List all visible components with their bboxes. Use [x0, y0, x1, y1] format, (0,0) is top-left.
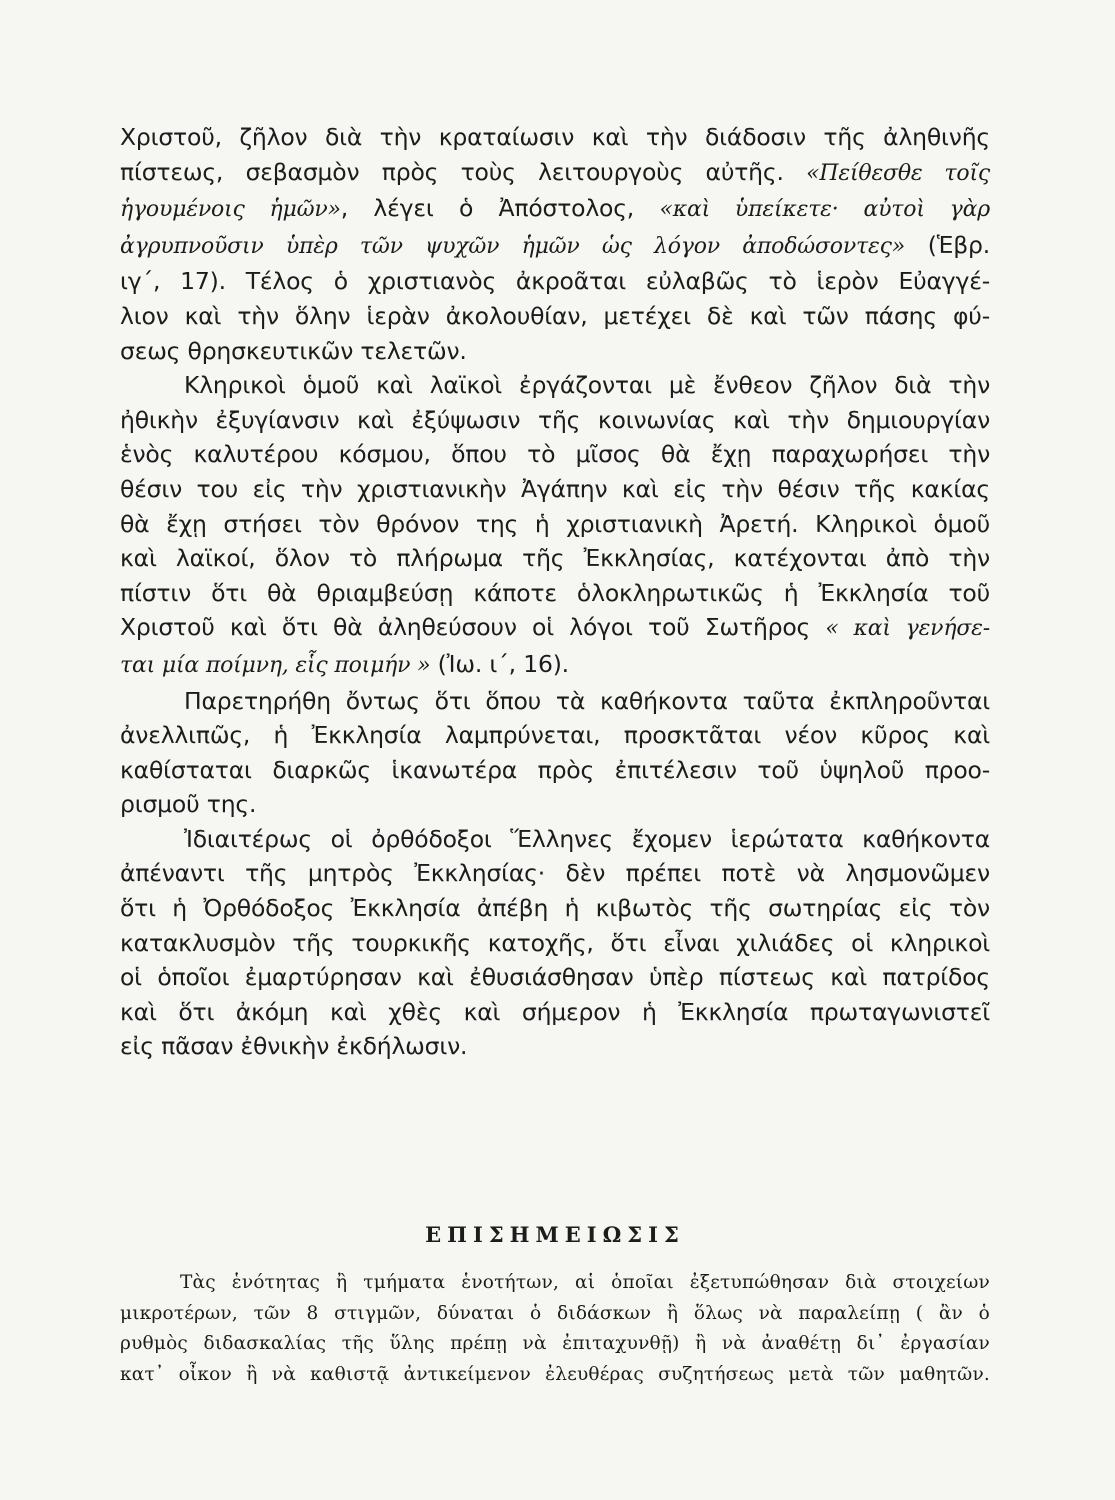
body-line-6: λιον καὶ τὴν ὅλην ἱερὰν ἀκολουθίαν, μετέχει δὲ καὶ τῶν πάσης φύ- — [120, 301, 990, 330]
note-line-1: Τὰς ἑνότητας ἢ τμήματα ἑνοτήτων, αἱ ὁποῖαι ἐξετυπώθησαν διὰ στοιχείων — [180, 1272, 990, 1293]
body-line-9: ἠθικὴν ἐξυγίανσιν καὶ ἐξύψωσιν τῆς κοινωνίας καὶ τὴν δημιουργίαν — [120, 405, 990, 434]
body-line-5: ιγ΄, 17). Τέλος ὁ χριστιανὸς ἀκροᾶται εὐλαβῶς τὸ ἱερὸν Εὐαγγέ- — [120, 267, 990, 296]
body-line-25: οἱ ὁποῖοι ἐμαρτύρησαν καὶ ἐθυσιάσθησαν ὑπὲρ πίστεως καὶ πατρίδος — [120, 963, 990, 992]
body-line-21: Ἰδιαιτέρως οἱ ὀρθόδοξοι Ἕλληνες ἔχομεν ἱερώτατα καθήκοντα — [184, 824, 990, 853]
quote-italic: ἀγρυπνοῦσιν ὑπὲρ τῶν ψυχῶν ἡμῶν ὡς λόγον ἀποδώσοντες» — [120, 233, 905, 259]
body-line-12: θὰ ἔχῃ στήσει τὸν θρόνον της ἡ χριστιανικὴ Ἀρετή. Κληρικοὶ ὁμοῦ — [120, 509, 990, 538]
body-line-1: Χριστοῦ, ζῆλον διὰ τὴν κραταίωσιν καὶ τὴν διάδοσιν τῆς ἀληθινῆς — [120, 123, 990, 151]
body-line-7: σεως θρησκευτικῶν τελετῶν. — [120, 336, 467, 365]
body-line-11: θέσιν του εἰς τὴν χριστιανικὴν Ἀγάπην καὶ εἰς τὴν θέσιν τῆς κακίας — [120, 474, 990, 503]
body-line-17: Παρετηρήθη ὄντως ὅτι ὅπου τὰ καθήκοντα ταῦτα ἐκπληροῦνται — [184, 686, 990, 715]
body-line-10: ἑνὸς καλυτέρου κόσμου, ὅπου τὸ μῖσος θὰ ἔχῃ παραχωρήσει τὴν — [120, 440, 990, 469]
body-line-13: καὶ λαϊκοί, ὅλον τὸ πλήρωμα τῆς Ἐκκλησίας, κατέχονται ἀπὸ τὴν — [120, 544, 990, 573]
body-line-14: πίστιν ὅτι θὰ θριαμβεύσῃ κάποτε ὁλοκληρωτικῶς ἡ Ἐκκλησία τοῦ — [120, 578, 990, 607]
note-line-3: ρυθμὸς διδασκαλίας τῆς ὕλης πρέπῃ νὰ ἐπιταχυνθῇ) ἢ νὰ ἀναθέτῃ δι᾽ ἐργασίαν — [120, 1333, 990, 1354]
body-line-16: ται μία ποίμνη, εἷς ποιμήν » (Ἰω. ι΄, 16). — [120, 649, 569, 678]
note-line-2: μικροτέρων, τῶν 8 στιγμῶν, δύναται ὁ διδάσκων ἢ ὅλως νὰ παραλείπῃ ( ἂν ὁ — [120, 1302, 990, 1324]
note-line-4: κατ᾽ οἶκον ἢ νὰ καθιστᾷ ἀντικείμενον ἐλευθέρας συζητήσεως μετὰ τῶν μαθητῶν. — [120, 1363, 990, 1385]
body-line-26: καὶ ὅτι ἀκόμη καὶ χθὲς καὶ σήμερον ἡ Ἐκκλησία πρωταγωνιστεῖ — [120, 997, 990, 1026]
quote-italic: «Πείθεσθε τοῖς — [806, 160, 990, 186]
body-line-3: ἡγουμένοις ἡμῶν», λέγει ὁ Ἀπόστολος, «καὶ ὑπείκετε· αὐτοὶ γὰρ — [120, 194, 990, 223]
body-line-15: Χριστοῦ καὶ ὅτι θὰ ἀληθεύσουν οἱ λόγοι τοῦ Σωτῆρος « καὶ γενήσε- — [120, 613, 990, 642]
body-line-8: Κληρικοὶ ὁμοῦ καὶ λαϊκοὶ ἐργάζονται μὲ ἔνθεον ζῆλον διὰ τὴν — [184, 371, 990, 400]
body-line-24: κατακλυσμὸν τῆς τουρκικῆς κατοχῆς, ὅτι εἶναι χιλιάδες οἱ κληρικοὶ — [120, 928, 990, 957]
note-heading: ΕΠΙΣΗΜΕΙΩΣΙΣ — [425, 1222, 685, 1247]
body-line-2: πίστεως, σεβασμὸν πρὸς τοὺς λειτουργοὺς αὐτῆς. «Πείθεσθε τοῖς — [120, 157, 990, 186]
body-line-18: ἀνελλιπῶς, ἡ Ἐκκλησία λαμπρύνεται, προσκτᾶται νέον κῦρος καὶ — [120, 721, 990, 750]
quote-italic: « καὶ γενήσε- — [825, 616, 990, 642]
note-text — [120, 1268, 990, 1390]
quote-italic: «καὶ ὑπείκετε· αὐτοὶ γὰρ — [659, 197, 990, 223]
body-line-27: εἰς πᾶσαν ἐθνικὴν ἐκδήλωσιν. — [120, 1032, 468, 1061]
body-line-19: καθίσταται διαρκῶς ἱκανωτέρα πρὸς ἐπιτέλεσιν τοῦ ὑψηλοῦ προο- — [120, 755, 990, 784]
body-line-22: ἀπέναντι τῆς μητρὸς Ἐκκλησίας· δὲν πρέπει ποτὲ νὰ λησμονῶμεν — [120, 859, 990, 888]
body-line-20: ρισμοῦ της. — [120, 790, 257, 819]
quote-italic: ται μία ποίμνη, εἷς ποιμήν » — [120, 652, 431, 678]
body-line-23: ὅτι ἡ Ὀρθόδοξος Ἐκκλησία ἀπέβη ἡ κιβωτὸς τῆς σωτηρίας εἰς τὸν — [120, 894, 990, 923]
quote-italic: ἡγουμένοις ἡμῶν» — [120, 197, 341, 223]
body-line-4: ἀγρυπνοῦσιν ὑπὲρ τῶν ψυχῶν ἡμῶν ὡς λόγον ἀποδώσοντες» (Ἑβρ. — [120, 230, 990, 259]
body-text — [120, 120, 990, 1064]
